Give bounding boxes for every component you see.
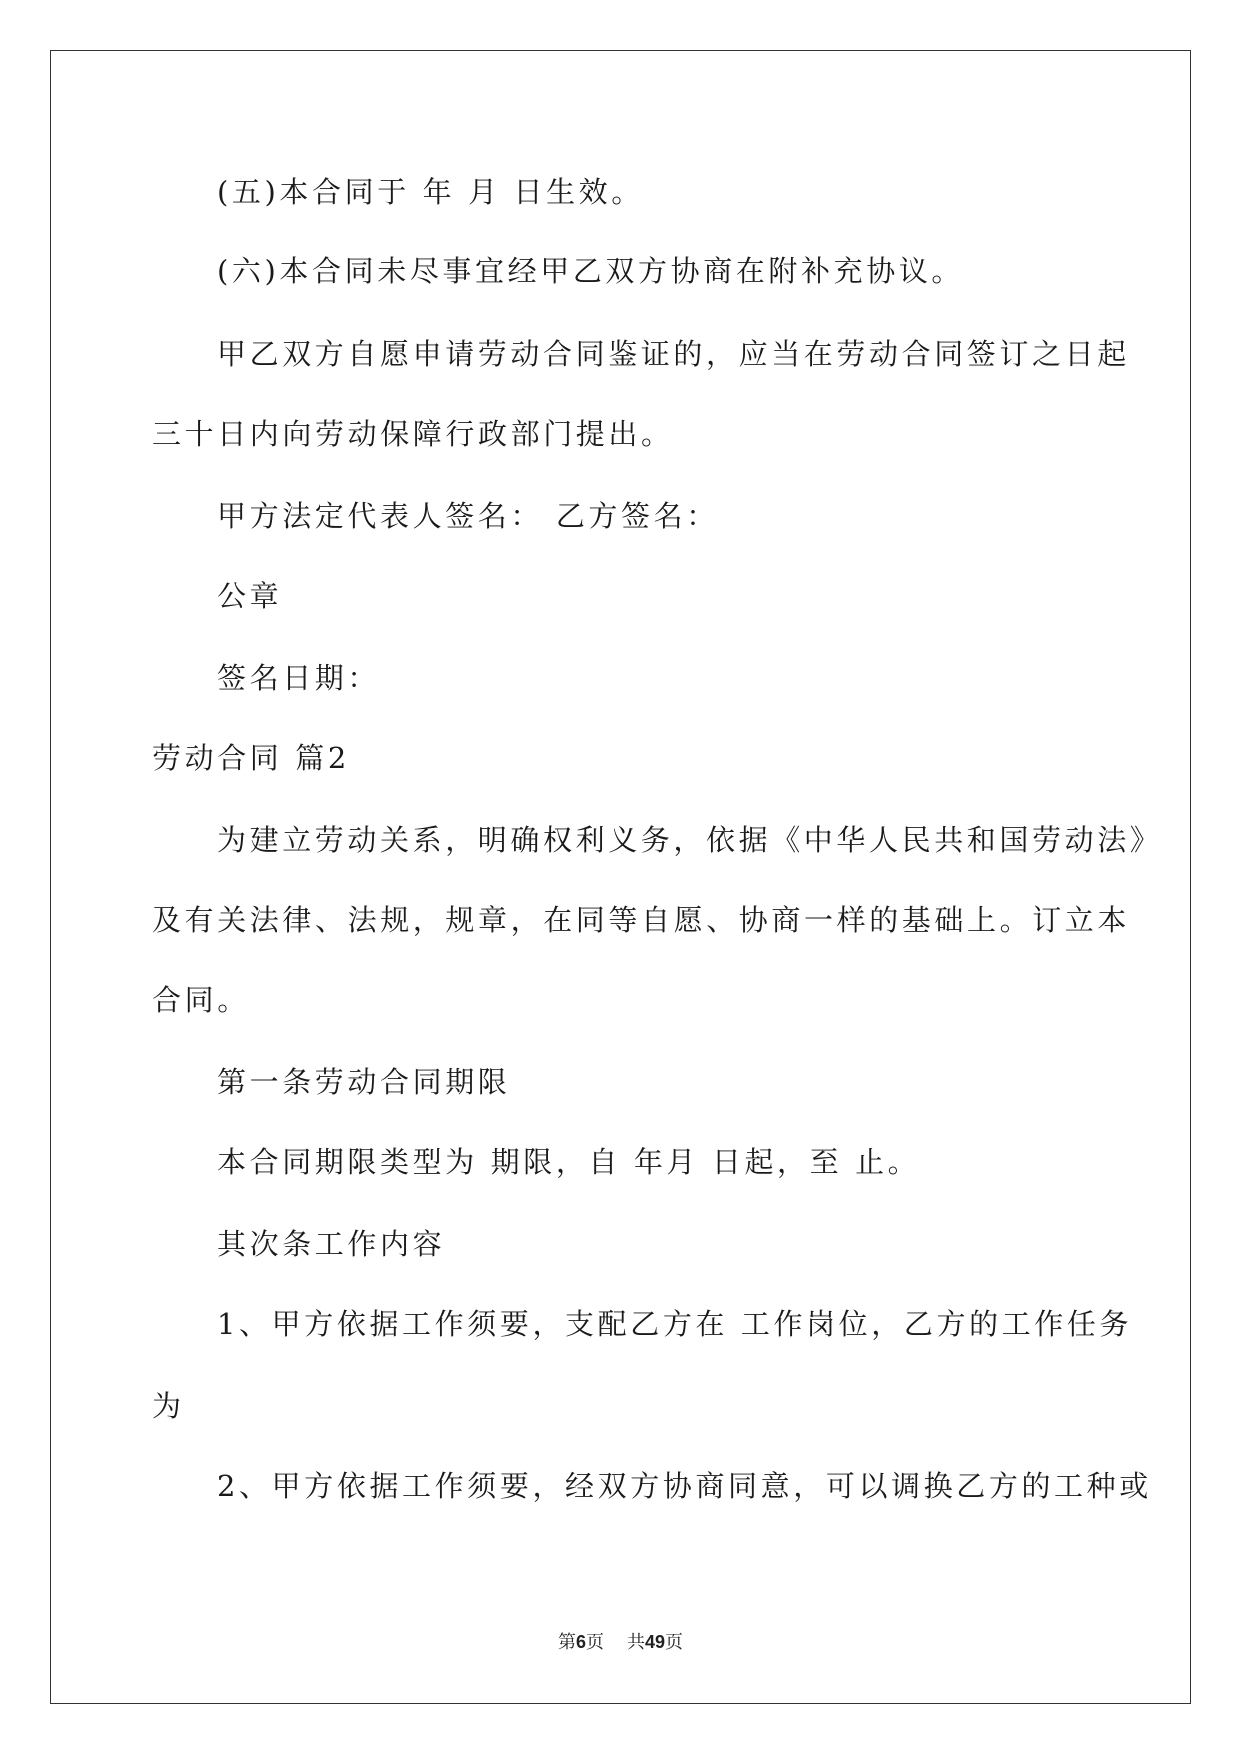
footer-page-current: 6 (576, 1632, 587, 1652)
text-line-13: 本合同期限类型为 期限，自 年月 日起，至 止。 (217, 1145, 921, 1179)
text-line-15: 1、甲方依据工作须要，支配乙方在 工作岗位，乙方的工作任务 (217, 1307, 1133, 1341)
page-border (50, 50, 1191, 1704)
section-heading: 劳动合同 篇2 (152, 741, 350, 775)
footer-total-prefix: 共 (626, 1632, 645, 1653)
text-line-11: 合同。 (152, 983, 250, 1017)
article-heading-1: 第一条劳动合同期限 (217, 1065, 511, 1099)
text-line-3: 甲乙双方自愿申请劳动合同鉴证的，应当在劳动合同签订之日起 (217, 337, 1130, 371)
text-line-1: (五)本合同于 年 月 日生效。 (217, 175, 644, 209)
page-footer (0, 1628, 1241, 1654)
article-heading-2: 其次条工作内容 (217, 1227, 446, 1261)
text-line-4: 三十日内向劳动保障行政部门提出。 (152, 417, 674, 451)
footer-page-total: 49 (644, 1632, 665, 1652)
footer-page-prefix: 第 (558, 1632, 577, 1653)
footer-page-mid: 页 (586, 1632, 605, 1653)
text-line-9: 为建立劳动关系，明确权利义务，依据《中华人民共和国劳动法》 (217, 823, 1163, 857)
seal-line: 公章 (217, 579, 283, 613)
text-line-2: (六)本合同未尽事宜经甲乙双方协商在附补充协议。 (217, 254, 965, 288)
text-line-17: 2、甲方依据工作须要，经双方协商同意，可以调换乙方的工种或 (217, 1469, 1152, 1503)
signature-line: 甲方法定代表人签名： 乙方签名： (217, 499, 719, 533)
text-line-16: 为 (152, 1389, 185, 1423)
sign-date-line: 签名日期： (217, 661, 381, 695)
footer-total-suffix: 页 (664, 1632, 683, 1653)
text-line-10: 及有关法律、法规，规章，在同等自愿、协商一样的基础上。订立本 (152, 903, 1131, 937)
